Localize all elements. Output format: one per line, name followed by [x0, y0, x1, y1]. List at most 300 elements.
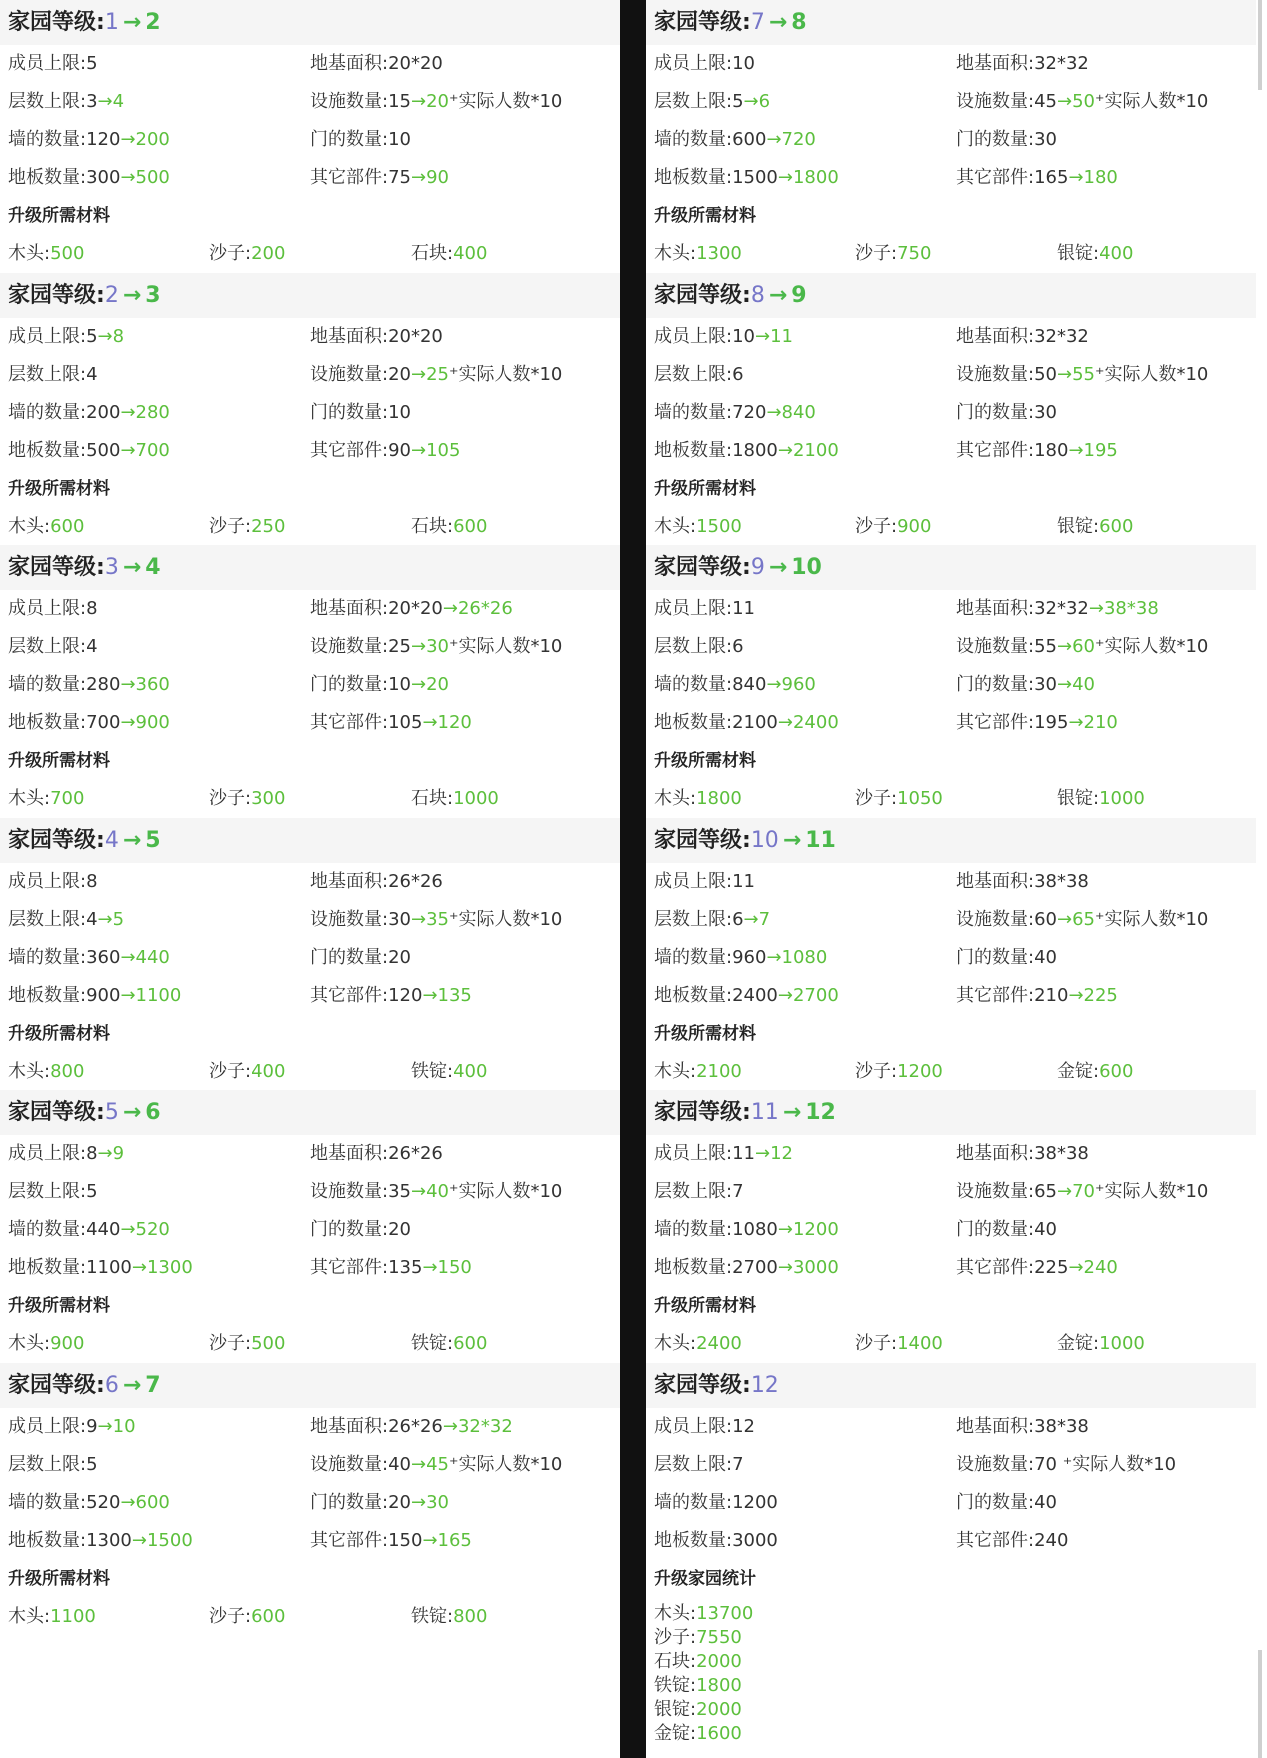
change-arrow: →: [422, 1257, 438, 1278]
change-arrow: →: [410, 363, 427, 385]
stat-row: [646, 1249, 1256, 1287]
materials-header: 升级所需材料: [8, 1296, 110, 1316]
stat-other-parts: [956, 1249, 1118, 1287]
stat-label: 成员上限:: [8, 53, 87, 74]
stat-value: 3000: [732, 1529, 778, 1551]
stat-walls: [8, 1211, 170, 1249]
stat-new-value: 38*38: [1103, 598, 1159, 619]
stat-new-value: 90: [426, 167, 449, 188]
stat-row: [646, 1484, 1256, 1522]
material-item: [411, 1598, 487, 1636]
stat-value: 20: [388, 946, 411, 968]
level-title: [646, 545, 1256, 590]
stat-suffix: ⁺实际人数*10: [448, 908, 563, 930]
stat-label: 其它部件:: [310, 439, 389, 461]
stat-value: 1100: [86, 1257, 132, 1278]
material-value: 800: [453, 1605, 488, 1627]
change-arrow: →: [410, 1491, 427, 1513]
stat-label: 地板数量:: [8, 439, 87, 461]
materials-header: 升级所需材料: [8, 206, 110, 226]
stat-row: [646, 1211, 1256, 1249]
stats-name: 银锭:: [654, 1698, 697, 1720]
stat-label: 门的数量:: [956, 946, 1035, 968]
material-item: [209, 1053, 285, 1091]
stat-label: 设施数量:: [310, 1181, 389, 1202]
stat-row: [0, 45, 620, 83]
level-label: 家园等级:: [654, 282, 751, 308]
stat-members: [654, 863, 755, 901]
level-from: 1: [104, 10, 119, 35]
stat-new-value: 1200: [792, 1219, 839, 1240]
stat-floor-area: [310, 318, 443, 356]
level-to: 8: [791, 10, 807, 35]
stat-row: [646, 901, 1256, 939]
stat-floor-tiles: [8, 1249, 193, 1287]
stat-other-parts: [310, 977, 472, 1015]
stats-list: [646, 1602, 1256, 1746]
material-item: [654, 1325, 742, 1363]
level-current: 12: [750, 1372, 779, 1398]
stat-facilities: [956, 1446, 1176, 1484]
stat-new-value: 280: [135, 401, 170, 423]
change-arrow: →: [1056, 674, 1073, 695]
stat-members: [8, 1135, 124, 1173]
level-arrow: →: [782, 827, 802, 853]
stat-value: 2100: [732, 712, 778, 733]
stat-label: 设施数量:: [956, 1453, 1035, 1475]
material-value: 1300: [696, 243, 742, 264]
material-value: 600: [453, 515, 488, 537]
material-value: 1100: [50, 1605, 96, 1627]
stats-item: [654, 1626, 1256, 1650]
stat-value: 35: [388, 1181, 411, 1202]
material-item: [1057, 508, 1133, 546]
change-arrow: →: [120, 984, 136, 1006]
material-value: 1000: [1099, 788, 1145, 809]
level-from: 3: [104, 555, 119, 580]
stat-doors: [310, 121, 411, 159]
stat-floor-area: [310, 863, 443, 901]
stat-suffix: ⁺实际人数*10: [1094, 1181, 1209, 1202]
material-name: 木头:: [654, 243, 697, 264]
level-arrow: →: [768, 10, 788, 35]
level-arrow: →: [122, 10, 142, 35]
stat-value: 1500: [732, 167, 778, 188]
stat-label: 墙的数量:: [654, 1219, 733, 1240]
level-label: 家园等级:: [8, 555, 105, 580]
stat-row: [646, 318, 1256, 356]
level-arrow: →: [782, 1100, 802, 1125]
stat-value: 5: [86, 325, 98, 347]
stat-value: 30: [1034, 674, 1057, 695]
stat-value: 520: [86, 1491, 121, 1513]
stat-members: [654, 1135, 793, 1173]
material-name: 沙子:: [209, 243, 252, 264]
stat-label: 层数上限:: [654, 1181, 733, 1202]
change-arrow: →: [777, 712, 793, 733]
stat-value: 65: [1034, 1181, 1057, 1202]
material-item: [411, 235, 487, 273]
stats-header: 升级家园统计: [654, 1568, 756, 1589]
material-name: 沙子:: [855, 243, 898, 264]
stat-new-value: 150: [437, 1257, 472, 1278]
stat-other-parts: [956, 977, 1118, 1015]
stat-new-value: 30: [426, 1491, 449, 1513]
stat-other-parts: [310, 432, 460, 470]
material-value: 400: [453, 243, 488, 264]
stat-value: 40: [1034, 946, 1057, 968]
stat-facilities: [956, 356, 1208, 394]
material-name: 沙子:: [855, 515, 898, 537]
stat-row: [0, 1484, 620, 1522]
stat-label: 其它部件:: [956, 712, 1035, 733]
stat-new-value: 60: [1072, 636, 1095, 657]
stat-label: 其它部件:: [956, 984, 1035, 1006]
stat-row: [646, 977, 1256, 1015]
material-item: [654, 235, 742, 273]
stat-label: 地基面积:: [956, 1415, 1035, 1437]
stat-value: 50: [1034, 363, 1057, 385]
stat-row: [0, 1408, 620, 1446]
level-to: 10: [791, 555, 822, 580]
stat-label: 地板数量:: [654, 1529, 733, 1551]
material-value: 1200: [897, 1060, 943, 1082]
level-title: [0, 818, 620, 863]
stat-label: 门的数量:: [310, 946, 389, 968]
stat-value: 40: [1034, 1219, 1057, 1240]
stat-walls: [8, 121, 170, 159]
materials-row: [646, 1053, 1256, 1091]
material-name: 木头:: [8, 515, 51, 537]
change-arrow: →: [1056, 91, 1073, 112]
stat-label: 门的数量:: [310, 129, 389, 150]
stat-suffix: ⁺实际人数*10: [448, 1453, 563, 1475]
material-name: 木头:: [654, 1333, 697, 1354]
stat-new-value: 2100: [792, 439, 839, 461]
stat-label: 设施数量:: [956, 363, 1035, 385]
stat-row: [0, 356, 620, 394]
stats-item: [654, 1650, 1256, 1674]
stat-value: 60: [1034, 908, 1057, 930]
stat-new-value: 200: [135, 129, 170, 150]
stat-label: 其它部件:: [310, 167, 389, 188]
level-label: 家园等级:: [654, 827, 751, 853]
material-name: 银锭:: [1057, 788, 1100, 809]
stat-new-value: 9: [112, 1143, 125, 1164]
stat-label: 地板数量:: [8, 1257, 87, 1278]
stat-floor-tiles: [654, 432, 839, 470]
change-arrow: →: [120, 1491, 136, 1513]
stat-new-value: 50: [1072, 91, 1095, 112]
stat-value: 9: [86, 1415, 98, 1437]
stat-label: 设施数量:: [956, 1181, 1035, 1202]
change-arrow: →: [442, 1415, 458, 1437]
change-arrow: →: [410, 636, 427, 657]
stat-suffix: ⁺实际人数*10: [448, 1181, 563, 1202]
stat-floor-tiles: [654, 1249, 839, 1287]
stat-value: 8: [86, 598, 98, 619]
stat-new-value: 40: [1072, 674, 1095, 695]
change-arrow: →: [777, 984, 793, 1006]
change-arrow: →: [1056, 1181, 1073, 1202]
stat-label: 设施数量:: [310, 91, 389, 112]
stat-facilities: [310, 1446, 562, 1484]
stat-doors: [310, 666, 449, 704]
stat-label: 门的数量:: [956, 1491, 1035, 1513]
stat-floor-tiles: [654, 977, 839, 1015]
level-from: 9: [750, 555, 765, 580]
stat-new-value: 7: [758, 908, 771, 930]
level-title: [0, 1363, 620, 1408]
stats-value: 2000: [696, 1650, 742, 1672]
stat-label: 墙的数量:: [8, 1219, 87, 1240]
change-arrow: →: [1068, 439, 1084, 461]
stat-facilities: [310, 1173, 562, 1211]
material-name: 石块:: [411, 788, 454, 809]
stat-new-value: 5: [112, 908, 125, 930]
stat-label: 门的数量:: [956, 674, 1035, 695]
stat-floor-area: [956, 45, 1089, 83]
material-name: 木头:: [654, 1060, 697, 1082]
stats-name: 铁锭:: [654, 1674, 697, 1696]
change-arrow: →: [442, 598, 458, 619]
stat-new-value: 12: [770, 1143, 793, 1164]
scrollbar-top[interactable]: [1258, 0, 1262, 90]
level-section: [646, 545, 1256, 818]
scrollbar-bottom[interactable]: [1258, 1650, 1262, 1758]
stat-new-value: 720: [781, 129, 816, 150]
level-label: 家园等级:: [8, 827, 105, 853]
stat-value: 40: [388, 1453, 411, 1475]
material-name: 沙子:: [209, 788, 252, 809]
material-value: 600: [453, 1333, 488, 1354]
level-to: 11: [805, 827, 836, 853]
change-arrow: →: [410, 439, 427, 461]
stat-new-value: 10: [112, 1415, 136, 1437]
level-section: [0, 1363, 620, 1636]
stat-new-value: 40: [426, 1181, 449, 1202]
material-name: 木头:: [8, 243, 51, 264]
material-name: 沙子:: [855, 1060, 898, 1082]
level-to: 5: [145, 827, 161, 853]
change-arrow: →: [97, 1415, 113, 1437]
stat-label: 墙的数量:: [8, 401, 87, 423]
change-arrow: →: [777, 439, 793, 461]
stat-label: 设施数量:: [310, 908, 389, 930]
material-value: 2400: [696, 1333, 742, 1354]
material-value: 800: [50, 1060, 85, 1082]
stat-row: [646, 159, 1256, 197]
stat-label: 地基面积:: [956, 325, 1035, 347]
right-column: [646, 0, 1256, 1758]
stat-label: 设施数量:: [310, 636, 389, 657]
stat-label: 其它部件:: [310, 1529, 389, 1551]
level-to: 6: [145, 1100, 161, 1125]
stats-name: 金锭:: [654, 1722, 697, 1744]
stat-walls: [654, 1211, 839, 1249]
stat-value: 20*20: [388, 598, 443, 619]
stat-row: [0, 901, 620, 939]
stats-value: 7550: [696, 1626, 742, 1648]
stat-label: 地板数量:: [654, 1257, 733, 1278]
stat-doors: [956, 1211, 1057, 1249]
change-arrow: →: [97, 91, 113, 112]
level-section: [0, 545, 620, 818]
stat-label: 设施数量:: [956, 636, 1035, 657]
stat-value: 180: [1034, 439, 1069, 461]
change-arrow: →: [1056, 363, 1073, 385]
level-from: 11: [750, 1100, 779, 1125]
stat-value: 360: [86, 946, 121, 968]
stat-floor-area: [956, 318, 1089, 356]
change-arrow: →: [120, 129, 136, 150]
stat-label: 门的数量:: [956, 129, 1035, 150]
change-arrow: →: [766, 674, 782, 695]
stat-label: 门的数量:: [310, 674, 389, 695]
stat-row: [0, 121, 620, 159]
material-name: 沙子:: [855, 788, 898, 809]
stat-value: 38*38: [1034, 870, 1089, 892]
stat-value: 70: [1034, 1453, 1057, 1475]
stat-facilities: [310, 901, 562, 939]
stat-new-value: 135: [437, 984, 472, 1006]
stat-value: 720: [732, 401, 767, 423]
stat-doors: [310, 394, 411, 432]
stat-row: [0, 1446, 620, 1484]
material-item: [209, 1325, 285, 1363]
stat-floors: [8, 1173, 98, 1211]
stat-value: 25: [388, 636, 411, 657]
stat-other-parts: [956, 704, 1118, 742]
level-title: [0, 545, 620, 590]
material-value: 600: [1099, 1060, 1134, 1082]
stat-label: 地板数量:: [8, 1529, 87, 1551]
stat-label: 成员上限:: [654, 1415, 733, 1437]
stat-row: [646, 863, 1256, 901]
change-arrow: →: [120, 167, 136, 188]
stat-new-value: 70: [1072, 1181, 1095, 1202]
change-arrow: →: [131, 1529, 147, 1551]
stat-value: 10: [732, 325, 755, 347]
stat-new-value: 8: [112, 325, 125, 347]
stats-value: 1600: [696, 1722, 742, 1744]
stat-doors: [310, 1211, 411, 1249]
stat-label: 成员上限:: [654, 1143, 733, 1164]
stat-value: 15: [388, 91, 411, 112]
stats-item: [654, 1722, 1256, 1746]
stat-new-value: 195: [1083, 439, 1118, 461]
stat-floor-area: [310, 1135, 443, 1173]
material-item: [8, 1598, 96, 1636]
stat-value: 165: [1034, 167, 1069, 188]
stat-floors: [8, 628, 98, 666]
change-arrow: →: [120, 1219, 136, 1240]
stat-new-value: 1100: [135, 984, 182, 1006]
level-from: 6: [104, 1372, 119, 1398]
stat-label: 门的数量:: [956, 401, 1035, 423]
stat-row: [646, 1446, 1256, 1484]
change-arrow: →: [1068, 167, 1084, 188]
stat-label: 层数上限:: [8, 91, 87, 112]
stat-doors: [956, 121, 1057, 159]
change-arrow: →: [120, 946, 136, 968]
stat-row: [646, 45, 1256, 83]
change-arrow: →: [120, 674, 136, 695]
stat-other-parts: [310, 159, 449, 197]
stat-members: [8, 45, 98, 83]
stats-value: 2000: [696, 1698, 742, 1720]
material-value: 1000: [453, 788, 499, 809]
stat-value: 32*32: [1034, 53, 1089, 74]
stat-doors: [310, 939, 411, 977]
stat-label: 地板数量:: [654, 167, 733, 188]
material-value: 600: [251, 1605, 286, 1627]
material-item: [855, 508, 931, 546]
stat-other-parts: [310, 1522, 472, 1560]
material-name: 金锭:: [1057, 1333, 1100, 1354]
level-title: [646, 0, 1256, 45]
stat-new-value: 180: [1083, 167, 1118, 188]
stat-label: 墙的数量:: [8, 674, 87, 695]
level-section: [0, 0, 620, 273]
stat-facilities: [956, 628, 1208, 666]
material-name: 金锭:: [1057, 1060, 1100, 1082]
stat-label: 其它部件:: [310, 712, 389, 733]
stat-row: [646, 432, 1256, 470]
material-name: 木头:: [8, 1605, 51, 1627]
stat-other-parts: [956, 1522, 1068, 1560]
material-name: 银锭:: [1057, 515, 1100, 537]
material-value: 600: [1099, 515, 1134, 537]
stat-floor-area: [310, 45, 443, 83]
stat-label: 地板数量:: [8, 167, 87, 188]
material-item: [1057, 235, 1133, 273]
stat-value: 26*26: [388, 1415, 443, 1437]
stat-new-value: 45: [426, 1453, 449, 1475]
stat-label: 地板数量:: [8, 712, 87, 733]
material-value: 600: [50, 515, 85, 537]
stat-row: [0, 590, 620, 628]
stat-label: 其它部件:: [956, 439, 1035, 461]
stat-row: [646, 704, 1256, 742]
level-title: [646, 1090, 1256, 1135]
change-arrow: →: [777, 167, 793, 188]
level-to: 7: [145, 1372, 161, 1398]
level-section: [0, 1090, 620, 1363]
stat-value: 4: [86, 908, 98, 930]
stat-value: 10: [388, 674, 411, 695]
stat-value: 440: [86, 1219, 121, 1240]
stat-value: 105: [388, 712, 423, 733]
stat-other-parts: [310, 704, 472, 742]
materials-row: [646, 1325, 1256, 1363]
material-name: 铁锭:: [411, 1605, 454, 1627]
stat-row: [646, 939, 1256, 977]
stats-value: 1800: [696, 1674, 742, 1696]
level-label: 家园等级:: [8, 1100, 105, 1125]
stat-value: 960: [732, 946, 767, 968]
level-to: 9: [791, 282, 807, 308]
stat-value: 195: [1034, 712, 1069, 733]
stat-floors: [654, 1173, 744, 1211]
stat-value: 135: [388, 1257, 423, 1278]
stat-doors: [956, 666, 1095, 704]
level-title: [0, 0, 620, 45]
stat-row: [0, 1249, 620, 1287]
level-label: 家园等级:: [8, 1372, 105, 1398]
stat-new-value: 2700: [792, 984, 839, 1006]
materials-row: [0, 1598, 620, 1636]
